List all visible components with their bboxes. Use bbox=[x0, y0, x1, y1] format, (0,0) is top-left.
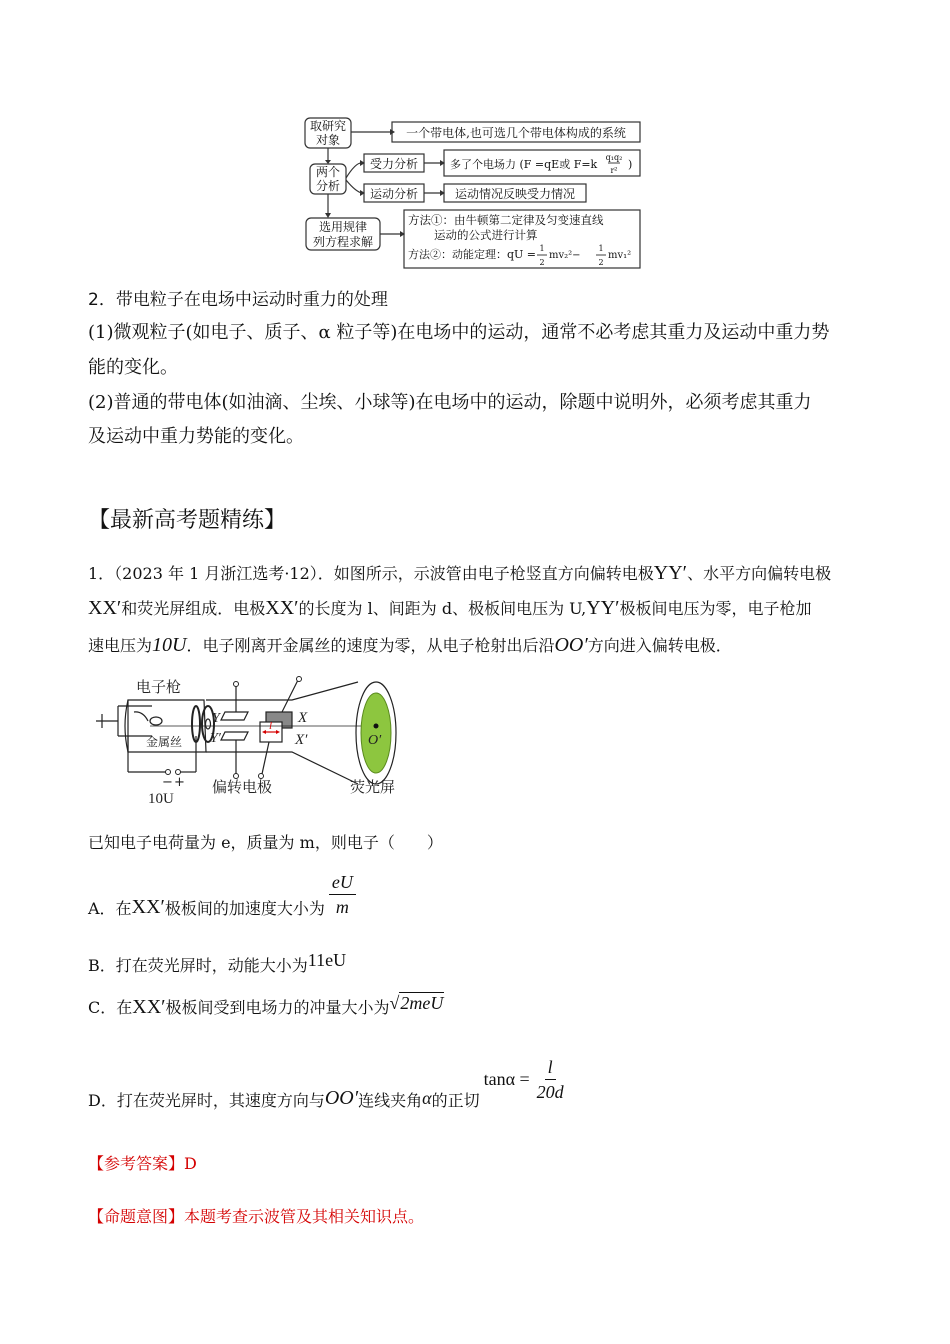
q-yy-2: YY′ bbox=[586, 597, 620, 619]
method2-half2: mv₁² bbox=[608, 250, 632, 261]
node-law-line1: 选用规律 bbox=[318, 220, 368, 234]
force-desc: 多了个电场力 (F =qE或 F=k bbox=[450, 158, 598, 171]
option-d-pre: D．打在荧光屏时，其速度方向与 bbox=[88, 1091, 325, 1110]
wire-label: 金属丝 bbox=[146, 735, 183, 749]
q-xx-2: XX′ bbox=[265, 597, 299, 619]
q-line1-a: 1．（2023 年 1 月浙江选考·12）．如图所示，示波管由电子枪竖直方向偏转电极 bbox=[88, 564, 654, 583]
section2-heading: 2．带电粒子在电场中运动时重力的处理 bbox=[88, 290, 388, 310]
option-b-text: B．打在荧光屏时，动能大小为 bbox=[88, 956, 308, 975]
option-d-tan: tanα = bbox=[483, 1069, 530, 1089]
y-top-label: Y bbox=[212, 711, 220, 726]
option-d-oo: OO′ bbox=[324, 1087, 359, 1109]
node-object-line1: 取研究 bbox=[309, 119, 347, 133]
question-line1 bbox=[88, 562, 831, 585]
q-yy: YY′ bbox=[653, 562, 688, 584]
option-a-fraction bbox=[329, 871, 356, 918]
option-a-num: eU bbox=[329, 871, 356, 895]
motion-desc: 运动情况反映受力情况 bbox=[454, 187, 576, 201]
plus-label: + bbox=[174, 775, 185, 790]
q-xx: XX′ bbox=[88, 597, 122, 619]
oscilloscope-svg bbox=[88, 676, 408, 806]
option-c-xx: XX′ bbox=[132, 996, 166, 1018]
force-label: 受力分析 bbox=[369, 157, 419, 171]
option-a-den: m bbox=[335, 896, 349, 917]
option-d-fraction bbox=[534, 1056, 567, 1103]
section-title: 【最新高考题精练】 bbox=[88, 508, 287, 533]
option-c-sqrt: √2meU bbox=[389, 993, 444, 1013]
q-oo: OO′ bbox=[554, 634, 588, 656]
q-line1-b: 、水平方向偏转电极 bbox=[687, 564, 832, 583]
half1-num: 1 bbox=[539, 244, 545, 253]
section2-p1-line2: 能的变化。 bbox=[88, 357, 178, 378]
question-line2 bbox=[88, 597, 812, 620]
half2-den: 2 bbox=[598, 258, 604, 267]
x-bottom-label: X′ bbox=[295, 732, 308, 748]
electrode-label: 偏转电极 bbox=[212, 778, 273, 796]
section2-p2-line2: 及运动中重力势能的变化。 bbox=[88, 426, 304, 447]
option-b-value: 11eU bbox=[307, 950, 347, 970]
option-d-den: 20d bbox=[536, 1081, 564, 1102]
option-c-post: 极板间受到电场力的冲量大小为 bbox=[165, 998, 390, 1017]
option-c[interactable] bbox=[88, 993, 444, 1019]
o-prime-label: O′ bbox=[368, 733, 382, 748]
node-object-line2: 对象 bbox=[315, 133, 341, 147]
option-a-xx: XX′ bbox=[131, 896, 165, 918]
q-line3-b: ．电子刚离开金属丝的速度为零，从电子枪射出后沿 bbox=[186, 636, 555, 655]
option-c-value: 2meU bbox=[400, 993, 444, 1013]
node-two-line2: 分析 bbox=[315, 179, 341, 193]
question-stem: 已知电子电荷量为 e，质量为 m，则电子（ ） bbox=[88, 833, 443, 852]
gun-label: 电子枪 bbox=[136, 678, 182, 696]
voltage-label: 10U bbox=[148, 791, 174, 806]
force-frac-num: q₁q₂ bbox=[605, 153, 623, 162]
section2-p2-line1: (2)普通的带电体(如油滴、尘埃、小球等)在电场中的运动，除题中说明外，必须考虑其重力 bbox=[88, 392, 812, 413]
node-law-line2: 列方程求解 bbox=[312, 235, 374, 249]
q-line2-a: 和荧光屏组成．电极 bbox=[121, 599, 266, 618]
method2-half1: mv₂²− bbox=[549, 250, 581, 261]
option-a-post: 极板间的加速度大小为 bbox=[164, 899, 325, 918]
option-d-post: 的正切 bbox=[431, 1091, 480, 1110]
method1-line2: 运动的公式进行计算 bbox=[434, 228, 538, 242]
motion-label: 运动分析 bbox=[369, 187, 419, 201]
x-top-label: X bbox=[298, 710, 308, 726]
option-d-mid: 连线夹角 bbox=[358, 1091, 423, 1110]
method-flowchart bbox=[300, 112, 645, 272]
q-line2-b: 的长度为 l、间距为 d、极板间电压为 U, bbox=[298, 599, 587, 618]
section2-p1-line1: (1)微观粒子(如电子、质子、α 粒子等)在电场中的运动，通常不必考虑其重力及运动中重力势 bbox=[88, 322, 830, 343]
screen-label: 荧光屏 bbox=[350, 778, 396, 796]
option-c-pre: C．在 bbox=[88, 998, 133, 1017]
q-line3-a: 速电压为 bbox=[88, 636, 153, 655]
option-d[interactable] bbox=[88, 1046, 567, 1112]
node-two-line1: 两个 bbox=[315, 165, 341, 179]
option-b[interactable] bbox=[88, 950, 347, 977]
flowchart-svg bbox=[300, 112, 645, 272]
q-line2-c: 极板间电压为零，电子枪加 bbox=[619, 599, 812, 618]
half2-num: 1 bbox=[598, 244, 604, 253]
method2-prefix: 方法②：动能定理：qU = bbox=[408, 248, 537, 261]
question-intent: 【命题意图】本题考查示波管及其相关知识点。 bbox=[88, 1207, 425, 1226]
force-frac-den: r² bbox=[610, 166, 618, 175]
option-d-num: l bbox=[545, 1056, 556, 1080]
y-bottom-label: Y′ bbox=[210, 731, 221, 746]
force-close: ) bbox=[628, 158, 633, 171]
q-ten-u: 10U bbox=[152, 634, 187, 656]
q-line3-c: 方向进入偏转电极． bbox=[587, 636, 732, 655]
oscilloscope-diagram bbox=[88, 676, 408, 806]
reference-answer: 【参考答案】D bbox=[88, 1154, 197, 1173]
option-a[interactable] bbox=[88, 868, 356, 920]
minus-label: − bbox=[162, 775, 173, 790]
method1-line1: 方法①：由牛顿第二定律及匀变速直线 bbox=[408, 213, 604, 227]
option-d-alpha: α bbox=[422, 1088, 432, 1108]
object-desc: 一个带电体,也可选几个带电体构成的系统 bbox=[406, 126, 626, 140]
option-a-pre: A．在 bbox=[88, 899, 132, 918]
l-label: l bbox=[269, 720, 273, 732]
half1-den: 2 bbox=[539, 258, 545, 267]
question-line3 bbox=[88, 634, 732, 657]
